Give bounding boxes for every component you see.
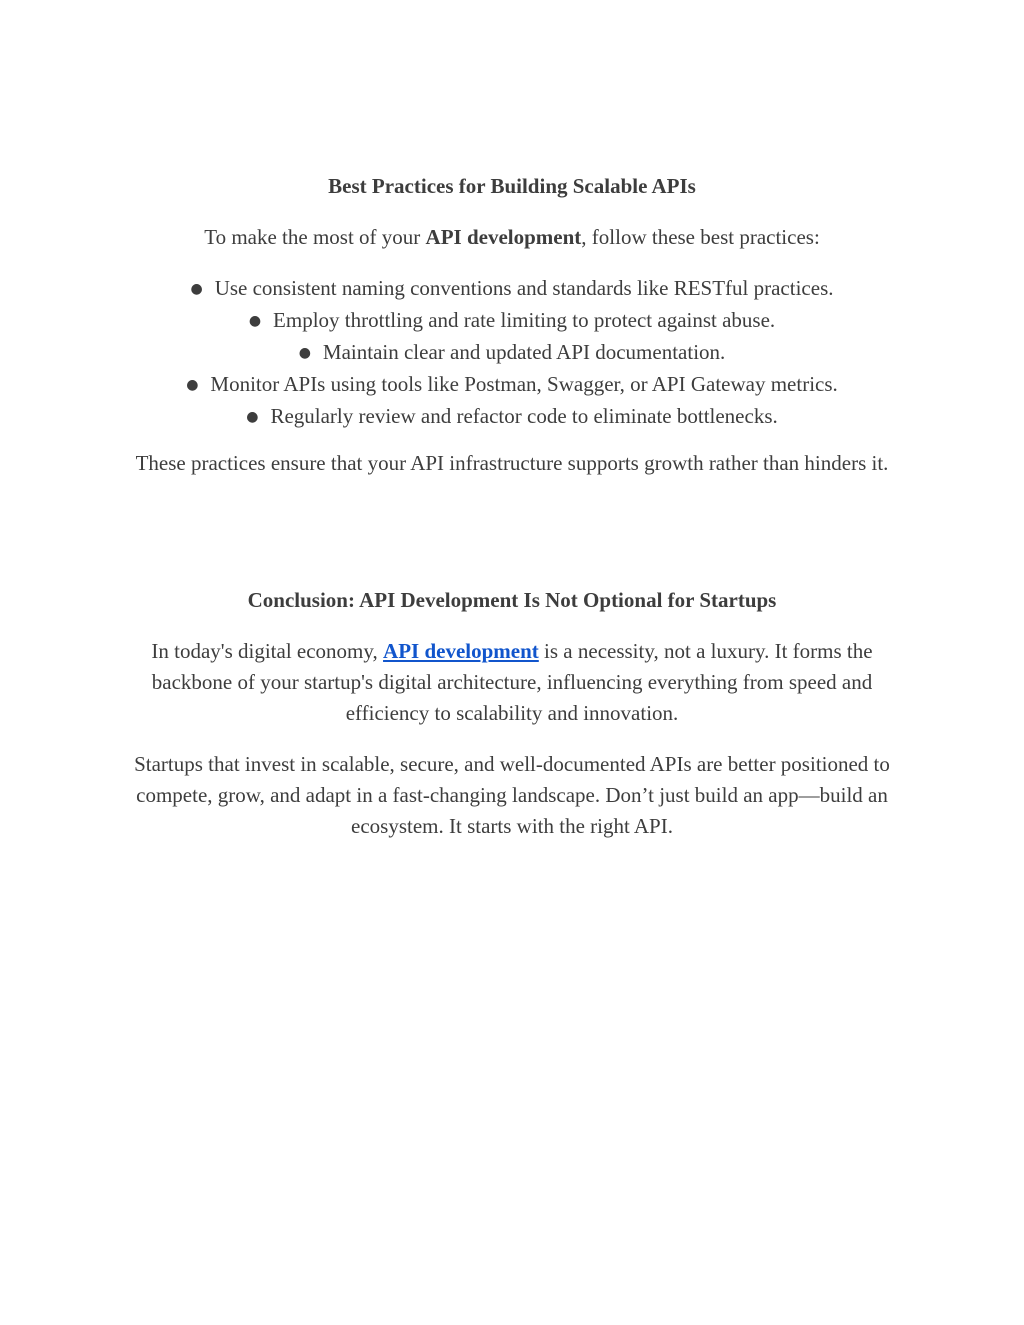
section-heading-conclusion: Conclusion: API Development Is Not Optional for Startups xyxy=(247,588,777,612)
section-heading-best-practices: Best Practices for Building Scalable APIs xyxy=(328,174,696,198)
list-item-text: Employ throttling and rate limiting to protect against abuse. xyxy=(273,308,776,332)
list-item-text: Regularly review and refactor code to eliminate bottlenecks. xyxy=(270,404,778,428)
bullet-icon: ● xyxy=(246,409,259,425)
intro-bold-term: API development xyxy=(425,225,582,249)
list-item xyxy=(112,273,912,305)
best-practices-list xyxy=(112,273,912,433)
list-item-text: Use consistent naming conventions and standards like RESTful practices. xyxy=(214,276,834,300)
bullet-icon: ● xyxy=(190,281,203,297)
conclusion-paragraph-1 xyxy=(112,636,912,729)
intro-text-after: , follow these best practices: xyxy=(581,225,820,249)
closing-paragraph: These practices ensure that your API infrastructure supports growth rather than hinders it. xyxy=(135,451,889,475)
list-item xyxy=(112,337,912,369)
intro-paragraph xyxy=(112,222,912,253)
bullet-icon: ● xyxy=(298,345,311,361)
bullet-icon: ● xyxy=(186,377,199,393)
list-item xyxy=(112,369,912,401)
bullet-icon: ● xyxy=(248,313,262,329)
conclusion-paragraph-2: Startups that invest in scalable, secure, and well-documented APIs are better positioned to compete, grow, and adapt in a fast-changing landscape. Don’t just build an app—build an ecosystem. It starts with the right API. xyxy=(134,752,890,838)
api-development-link[interactable]: API development xyxy=(383,639,539,663)
intro-text-before: To make the most of your xyxy=(204,225,426,249)
p1-text-after: is a necessity, not a luxury. It forms the backbone of your startup's digital architecture, influencing everything from speed and efficiency to scalability and innovation. xyxy=(151,639,873,725)
list-item xyxy=(112,401,912,433)
p1-text-before: In today's digital economy, xyxy=(151,639,384,663)
list-item-text: Maintain clear and updated API documentation. xyxy=(322,340,726,364)
list-item xyxy=(112,305,912,337)
list-item-text: Monitor APIs using tools like Postman, Swagger, or API Gateway metrics. xyxy=(210,372,838,396)
